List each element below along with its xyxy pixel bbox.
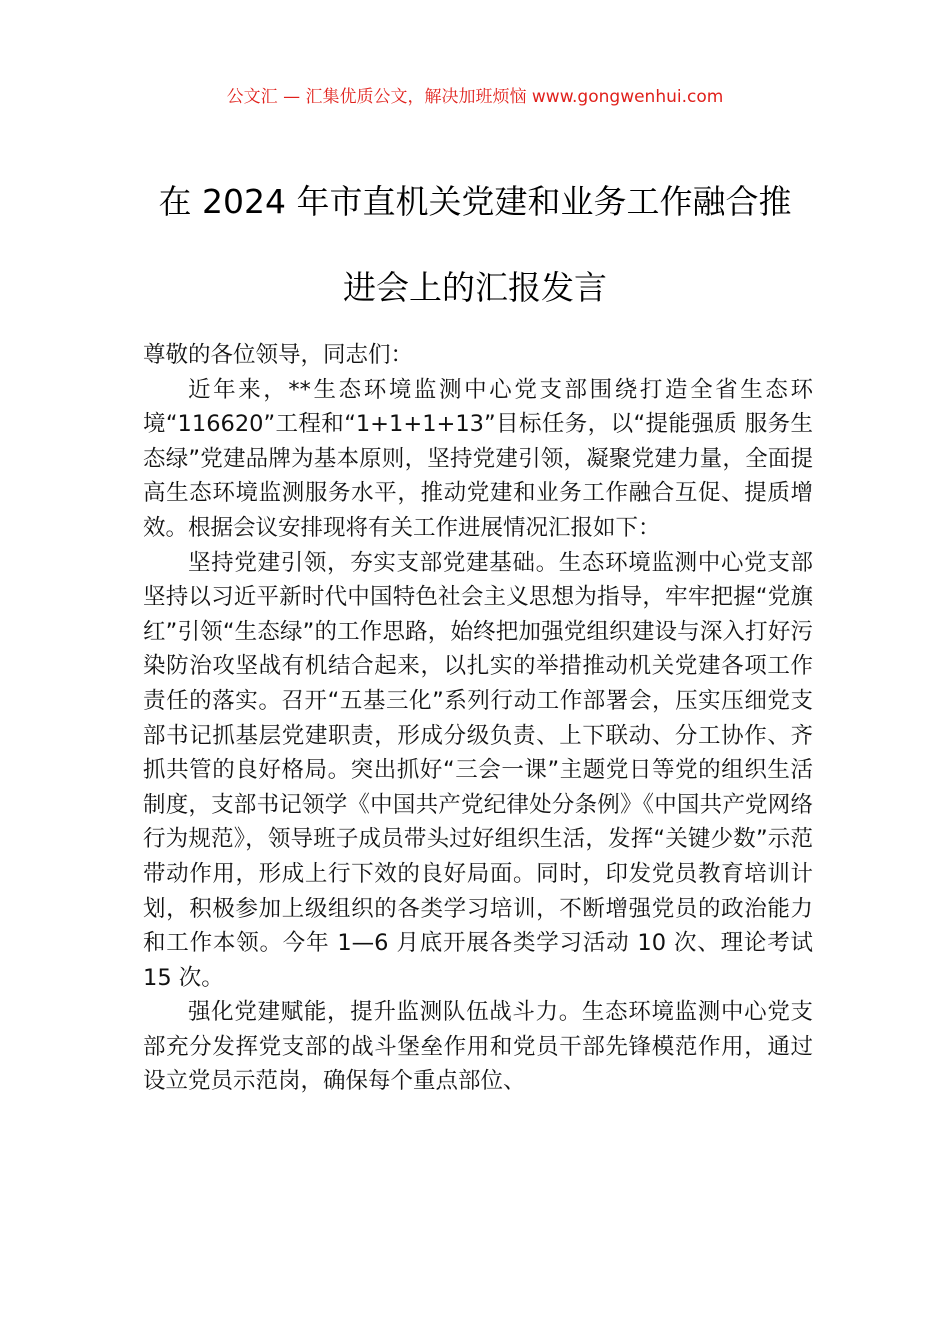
- paragraph-intro: 近年来，**生态环境监测中心党支部围绕打造全省生态环境“116620”工程和“1+1+1+13”目标任务，以“提能强质 服务生态绿”党建品牌为基本原则，坚持党建引领，凝聚党建力量，全面提高生态环境监测服务水平，推动党建和业务工作融合互促、提质增效。根据会议安排现将有关工作进展情况汇报如下：: [143, 376, 813, 541]
- document-title: [120, 178, 830, 312]
- document-body: [143, 338, 813, 1099]
- paragraph-party-building: 坚持党建引领，夯实支部党建基础。生态环境监测中心党支部坚持以习近平新时代中国特色社会主义思想为指导，牢牢把握“党旗红”引领“生态绿”的工作思路，始终把加强党组织建设与深入打好污染防治攻坚战有机结合起来，以扎实的举措推动机关党建各项工作责任的落实。召开“五基三化”系列行动工作部署会，压实压细党支部书记抓基层党建职责，形成分级负责、上下联动、分工协作、齐抓共管的良好格局。突出抓好“三会一课”主题党日等党的组织生活制度，支部书记领学《中国共产党纪律处分条例》《中国共产党网络行为规范》，领导班子成员带头过好组织生活，发挥“关键少数”示范带动作用，形成上行下效的良好局面。同时，印发党员教育培训计划，积极参加上级组织的各类学习培训，不断增强党员的政治能力和工作本领。今年 1—6 月底开展各类学习活动 10 次、理论考试 15 次。: [143, 549, 813, 991]
- title-line-2: 进会上的汇报发言: [343, 268, 607, 307]
- paragraph-empowerment: 强化党建赋能，提升监测队伍战斗力。生态环境监测中心党支部充分发挥党支部的战斗堡垒作用和党员干部先锋模范作用，通过设立党员示范岗，确保每个重点部位、: [143, 999, 813, 1095]
- site-banner: 公文汇 — 汇集优质公文，解决加班烦恼 www.gongwenhui.com: [226, 87, 724, 107]
- salutation: 尊敬的各位领导，同志们：: [143, 342, 414, 368]
- title-line-1: 在 2024 年市直机关党建和业务工作融合推: [158, 182, 792, 221]
